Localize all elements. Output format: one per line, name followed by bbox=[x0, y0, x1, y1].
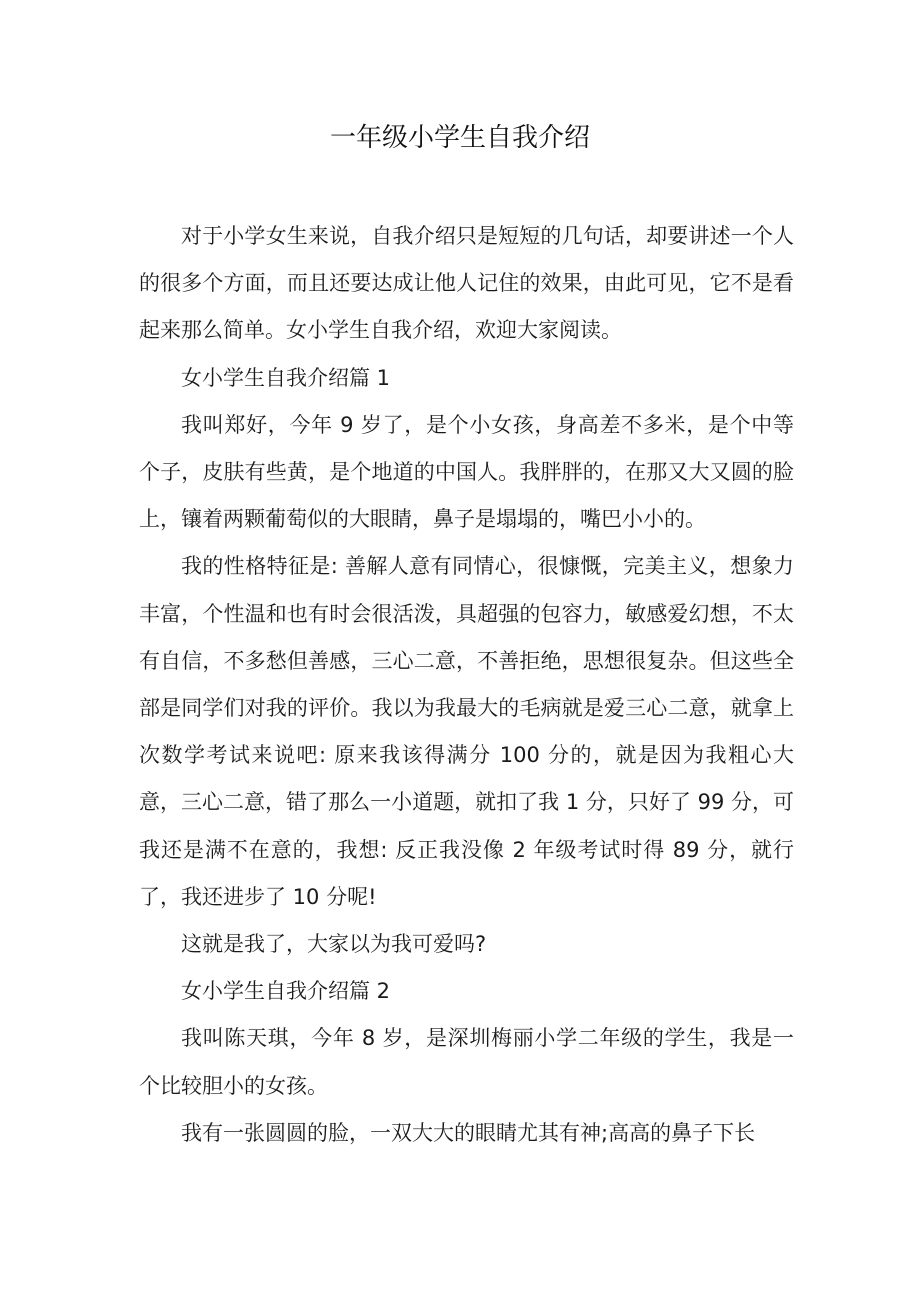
paragraph-appearance: 我叫郑好，今年 9 岁了，是个小女孩，身高差不多米，是个中等个子，皮肤有些黄，是个地道的中国人。我胖胖的，在那又大又圆的脸上，镶着两颗葡萄似的大眼睛，鼻子是塌塌的，嘴巴小小的。 bbox=[139, 412, 794, 532]
document-body bbox=[139, 213, 794, 1157]
paragraph-intro: 对于小学女生来说，自我介绍只是短短的几句话，却要讲述一个人的很多个方面，而且还要达成让他人记住的效果，由此可见，它不是看起来那么简单。女小学生自我介绍，欢迎大家阅读。 bbox=[139, 224, 794, 343]
paragraph-intro-2: 我叫陈天琪，今年 8 岁，是深圳梅丽小学二年级的学生，我是一个比较胆小的女孩。 bbox=[139, 1026, 794, 1098]
document-title: 一年级小学生自我介绍 bbox=[329, 123, 590, 153]
section-heading-1: 女小学生自我介绍篇 1 bbox=[181, 365, 391, 390]
paragraph-appearance-2: 我有一张圆圆的脸，一双大大的眼睛尤其有神;高高的鼻子下长 bbox=[181, 1120, 756, 1145]
section-heading-2: 女小学生自我介绍篇 2 bbox=[181, 979, 391, 1004]
paragraph-personality: 我的性格特征是: 善解人意有同情心，很慷慨，完美主义，想象力丰富，个性温和也有时会很活泼，具超强的包容力，敏感爱幻想，不太有自信，不多愁但善感，三心二意，不善拒绝，思想很复杂。但这些全部是同学们对我的评价。我以为我最大的毛病就是爱三心二意，就拿上次数学考试来说吧: 原来我该得满分 100 分的，就是因为我粗心大意，三心二意，错了那么一小道题，就扣了我 1 分，只好了 99 分，可我还是满不在意的，我想: 反正我没像 2 年级考试时得 89 分，就行了，我还进步了 10 分呢! bbox=[139, 554, 794, 909]
paragraph-closing-1: 这就是我了，大家以为我可爱吗? bbox=[181, 932, 487, 957]
